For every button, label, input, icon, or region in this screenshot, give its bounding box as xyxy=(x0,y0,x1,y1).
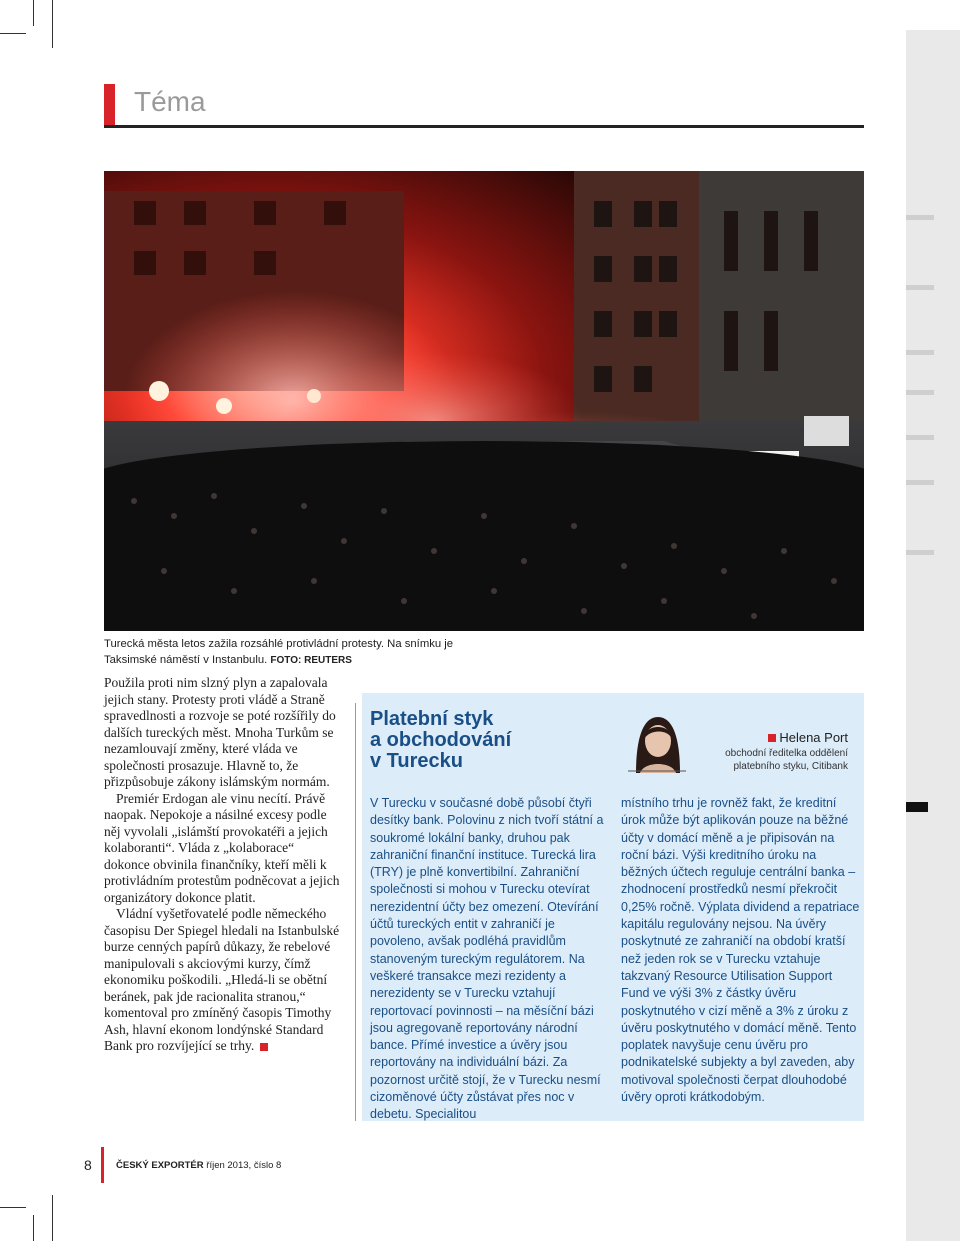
box-title-line: a obchodování xyxy=(370,729,512,751)
folio-accent-bar xyxy=(101,1147,104,1183)
section-title: Téma xyxy=(134,86,206,117)
box-text-column: V Turecku v současné době působí čtyři desítky bank. Polovinu z nich tvoří státní a soukromé lokální banky, druhou pak zahraniční finanční instituce. Turecká lira (TRY) je plně konvertibilní. Zahraniční společnosti si mohou v Turecku otevírat nerezidentní účty bez omezení. Otevírání účtů tureckých entit v zahraničí je povoleno, avšak podléhá pravidlům stanoveným tureckým regulátorem. Na veškeré transakce mezi rezidenty a nerezidenty se v Turecku vztahují reportovací povinnosti – na měsíční bázi jsou agregovaně reportovány národní bance. Přímé investice a úvěry jsou reportovány na individuální bázi. Za pozornost určitě stojí, že v Turecku nesmí cizoměnové účty zůstávat přes noc v debetu. Specialitou xyxy=(370,796,604,1122)
article-paragraph: Premiér Erdogan ale vinu necítí. Právě naopak. Nepokoje a násilné excesy podle něj vyvolali „islámští provokatéři a jejich kolaboranti“. Vláda z „kolaborace“ dokonce obvinila finančníky, kteří měli k protivládním protestům podněcovat a jejich organizátory dokonce platit. xyxy=(104,790,340,905)
protest-photo xyxy=(104,171,864,631)
folio-line xyxy=(116,1160,281,1171)
article-paragraph-text: Vládní vyšetřovatelé podle německého časopisu Der Spiegel hledali na Istanbulské burze cenných papírů důkazy, že rebelové manipulovali s akciovými kurzy, čímž ekonomiku poškodili. „Hledá-li se obětní beránek, pak jde racionalita stranou,“ komentoval pro zmíněný časopis Timothy Ash, hlavní ekonom londýnské Standard Bank pro rozvíjející se trhy. xyxy=(104,906,340,1053)
box-title-line: v Turecku xyxy=(370,750,463,772)
expert-name-text: Helena Port xyxy=(779,730,848,745)
photo-caption xyxy=(104,636,484,669)
end-mark-icon xyxy=(260,1043,268,1051)
crop-mark xyxy=(52,1195,53,1241)
expert-name xyxy=(768,730,848,745)
page-number: 8 xyxy=(84,1157,92,1173)
section-accent-bar xyxy=(104,84,115,125)
article-paragraph-last xyxy=(104,906,342,1055)
page-edge-strip xyxy=(906,30,960,1241)
crop-mark xyxy=(33,0,34,26)
box-title-line: Platební styk xyxy=(370,708,494,730)
expert-role xyxy=(678,747,848,773)
issue-info: říjen 2013, číslo 8 xyxy=(206,1160,282,1171)
edge-marker xyxy=(906,802,928,812)
expert-role-line: obchodní ředitelka oddělení xyxy=(725,748,848,759)
crop-mark xyxy=(0,1207,26,1208)
crop-mark xyxy=(52,0,53,48)
crop-mark xyxy=(0,33,26,34)
expert-sidebar-box xyxy=(362,693,864,1121)
column-divider xyxy=(355,703,356,1121)
box-text-column: místního trhu je rovněž fakt, že kreditní úrok může být aplikován pouze na běžné účty v domácí měně a je připisován na roční bázi. Výši kreditního úroku na běžných účtech reguluje centrální banka – zhodnocení prostředků nesmí překročit 0,25% ročně. Výplata dividend a repatriace kapitálu regulovány nejsou. Na úvěry poskytnuté ze zahraničí na období kratší než jeden rok se v Turecku vztahuje takzvaný Resource Utilisation Support Fund ve výši 3% z částky úvěru poskytnutého v cizí měně a 3% z úroku z úvěru poskytnutého v domácí měně. Tento poplatek navyšuje cenu úvěru pro podnikatelské subjekty a byl zaveden, aby motivoval společnosti čerpat dlouhodobé úvěry oproti krátkodobým. xyxy=(621,796,860,1105)
article-paragraph: Použila proti nim slzný plyn a zapalovala jejich stany. Protesty proti vládě a Straně spravedlnosti a rozvoje se poté rozšířily do dalších tureckých měst. Mnoha Turkům se nezamlouvají změny, které vláda ve společnosti prosazuje. Hlavně to, že přizpůsobuje zákony islámským normám. xyxy=(104,675,336,789)
name-marker-icon xyxy=(768,734,776,742)
article-column xyxy=(104,675,342,1055)
section-rule xyxy=(104,125,864,128)
crop-mark xyxy=(33,1215,34,1241)
magazine-name: ČESKÝ EXPORTÉR xyxy=(116,1160,204,1171)
box-title xyxy=(370,709,511,772)
photo-credit: FOTO: REUTERS xyxy=(270,655,352,666)
expert-byline xyxy=(622,711,856,773)
caption-text: Turecká města letos zažila rozsáhlé protivládní protesty. Na snímku je Taksimské náměstí v Instanbulu. xyxy=(104,638,454,666)
expert-role-line: platebního styku, Citibank xyxy=(733,761,848,772)
